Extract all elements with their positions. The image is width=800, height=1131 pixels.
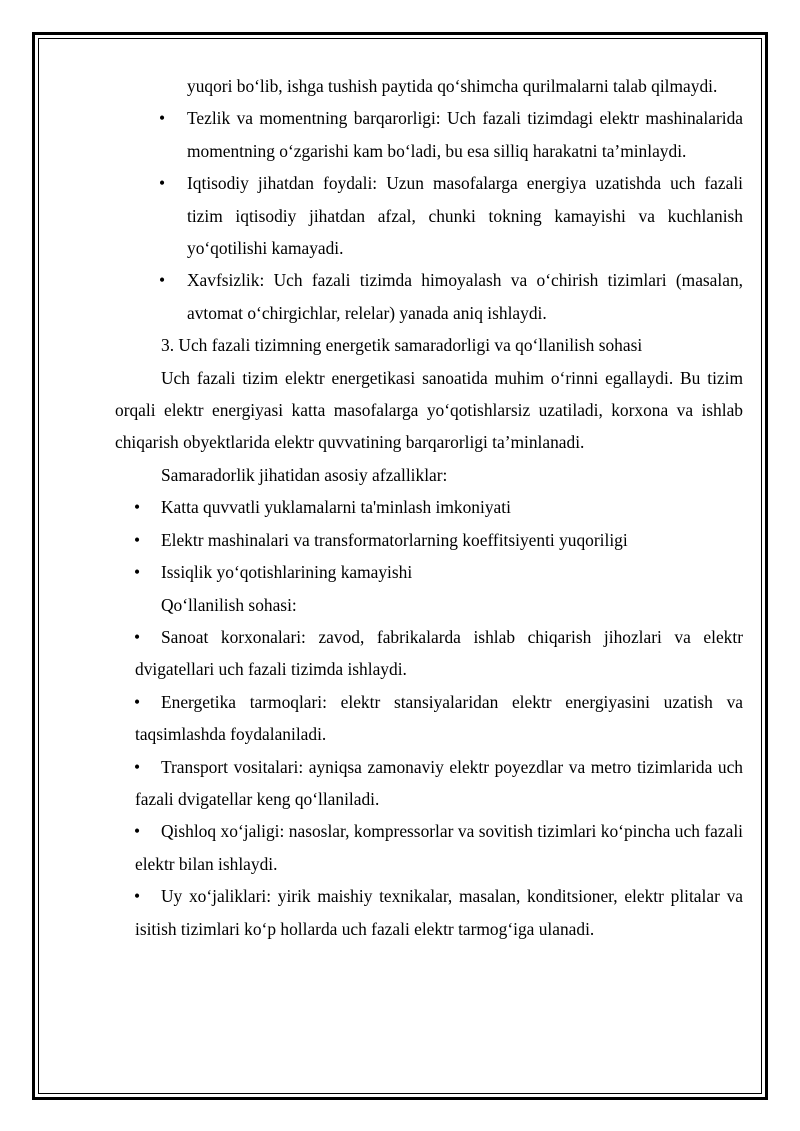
list-item-text: Xavfsizlik: Uch fazali tizimda himoyalash va o‘chirish tizimlari (masalan, avtomat o‘chirgichlar, relelar) yanada aniq ishlaydi. (187, 270, 743, 323)
list-item (115, 621, 743, 686)
list-item (115, 815, 743, 880)
bullet-icon: • (134, 626, 141, 647)
body-paragraph: Uch fazali tizim elektr energetikasi sanoatida muhim o‘rinni egallaydi. Bu tizim orqali elektr energiyasi katta masofalarga yo‘qotishlarsiz uzatiladi, korxona va ishlab chiqarish obyektlarida elektr quvvatining barqarorligi ta’minlanadi. (115, 367, 743, 453)
list-item-text: Issiqlik yo‘qotishlarining kamayishi (161, 562, 413, 583)
continuation-text: yuqori bo‘lib, ishga tushish paytida qo‘shimcha qurilmalarni talab qilmaydi. (187, 76, 718, 96)
bullet-icon: • (159, 108, 166, 129)
bullet-icon: • (159, 270, 166, 291)
application-intro: Qo‘llanilish sohasi: (161, 594, 297, 615)
list-item-text: Sanoat korxonalari: zavod, fabrikalarda ishlab chiqarish jihozlari va elektr dvigatellari uch fazali tizimda ishlaydi. (135, 626, 743, 680)
list-item-text: Energetika tarmoqlari: elektr stansiyalaridan elektr energiyasini uzatish va taqsimlashda foydalaniladi. (135, 691, 743, 745)
bullet-icon: • (134, 497, 141, 518)
bullet-icon: • (134, 821, 141, 842)
list-item-text: Uy xo‘jaliklari: yirik maishiy texnikalar, masalan, konditsioner, elektr plitalar va isitish tizimlari ko‘p hollarda uch fazali elektr tarmog‘iga ulanadi. (135, 886, 743, 939)
list-item (115, 491, 743, 523)
list-item (115, 686, 743, 751)
list-item (115, 556, 743, 588)
list-item (115, 880, 743, 945)
list-item-text: Iqtisodiy jihatdan foydali: Uzun masofalarga energiya uzatishda uch fazali tizim iqtisodiy jihatdan afzal, chunki tokning kamayishi va kuchlanish yo‘qotilishi kamayadi. (187, 173, 743, 259)
bullet-icon: • (134, 886, 141, 907)
bullet-icon: • (134, 691, 141, 712)
list-item (115, 751, 743, 816)
bullet-icon: • (159, 173, 166, 194)
list-item-text: Katta quvvatli yuklamalarni ta'minlash imkoniyati (161, 497, 511, 518)
list-item (115, 167, 743, 264)
list-item (115, 264, 743, 329)
bullet-icon: • (134, 529, 141, 550)
list-item-text: Elektr mashinalari va transformatorlarning koeffitsiyenti yuqoriligi (161, 529, 628, 550)
section-heading: 3. Uch fazali tizimning energetik samaradorligi va qo‘llanilish sohasi (161, 335, 643, 356)
bullet-icon: • (134, 562, 141, 583)
document-body (115, 70, 743, 945)
list-item-text: Qishloq xo‘jaligi: nasoslar, kompressorlar va sovitish tizimlari ko‘pincha uch fazali elektr bilan ishlaydi. (135, 821, 743, 874)
list-item-text: Tezlik va momentning barqarorligi: Uch fazali tizimdagi elektr mashinalarida momentning o‘zgarishi kam bo‘ladi, bu esa silliq harakatni ta’minlaydi. (187, 108, 743, 161)
list-item (115, 102, 743, 167)
bullet-icon: • (134, 756, 141, 777)
list-item (115, 524, 743, 556)
list-item-text: Transport vositalari: ayniqsa zamonaviy elektr poyezdlar va metro tizimlarida uch fazali dvigatellar keng qo‘llaniladi. (135, 756, 743, 809)
advantages-intro: Samaradorlik jihatidan asosiy afzalliklar: (161, 464, 448, 485)
